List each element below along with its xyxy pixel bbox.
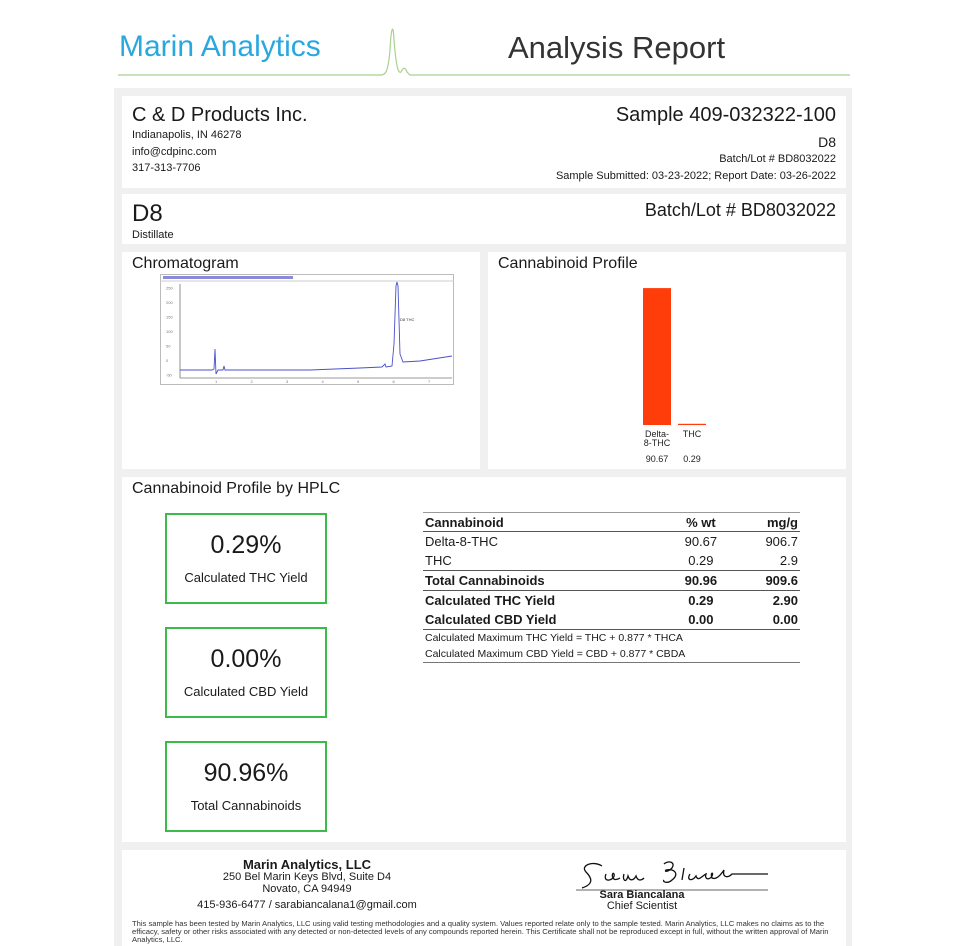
product-name: D8 — [132, 200, 163, 227]
cell-pct-wt: 90.67 — [684, 534, 718, 549]
footer-contact: 415-936-6477 / sarabiancalana1@gmail.com — [197, 899, 417, 911]
yield-mg-g: 0.00 — [772, 612, 798, 627]
thc-formula: Calculated Maximum THC Yield = THC + 0.877 * THCA — [423, 630, 800, 647]
yield-mg-g: 2.90 — [734, 591, 800, 611]
chromatogram-y-tick: 200 — [166, 300, 173, 305]
report-title: Analysis Report — [508, 30, 726, 65]
col-header-cannabinoid: Cannabinoid — [423, 513, 668, 532]
total-cannabinoids-box — [165, 741, 327, 832]
footer-company: Marin Analytics, LLC — [242, 857, 372, 872]
formula-row — [423, 646, 800, 663]
bar-category-label: 8-THC — [643, 438, 671, 448]
chromatogram-y-tick: -50 — [166, 372, 172, 378]
total-cannabinoids-label: Total Cannabinoids — [190, 798, 302, 813]
signature-image — [572, 854, 772, 894]
table-row — [423, 532, 800, 552]
total-pct-wt: 90.96 — [668, 571, 734, 591]
bar-value-label: 90.67 — [645, 454, 669, 464]
signer-name: Sara Biancalana — [599, 889, 685, 901]
client-sample-panel — [122, 96, 846, 188]
product-panel — [122, 194, 846, 244]
sample-batch: Batch/Lot # BD8032022 — [719, 153, 836, 165]
product-type: Distillate — [132, 229, 174, 241]
formula-row — [423, 630, 800, 647]
thc-yield-box — [165, 513, 327, 604]
bar-value-label: 0.29 — [683, 454, 701, 464]
sample-name: D8 — [818, 134, 836, 150]
sample-title: Sample 409-032322-100 — [615, 104, 836, 126]
cell-name: THC — [425, 553, 452, 568]
yield-label: Calculated THC Yield — [423, 591, 668, 611]
chromatogram-peak-label: D8 THC — [400, 317, 415, 322]
product-batch: Batch/Lot # BD8032022 — [644, 200, 836, 220]
brand-name: Marin Analytics — [119, 30, 321, 63]
total-label: Total Cannabinoids — [423, 571, 668, 591]
table-header-row — [423, 513, 800, 532]
footer-address-line2: Novato, CA 94949 — [262, 883, 352, 895]
yield-pct-wt: 0.29 — [668, 591, 734, 611]
footer-panel — [122, 850, 846, 946]
footer-disclaimer: This sample has been tested by Marin Analytics, LLC using valid testing methodologies and a quality system. Values reported relate only to the sample tested. Marin Analytics, LLC makes no claims as to the efficacy, safety or other risks associated with any detected or non-detected levels of any compounds reported herein. This Certificate shall not be reproduced except in full, without the written approval of Marin Analytics, LLC. — [132, 919, 829, 944]
chromatogram-x-tick: 4 — [321, 379, 324, 384]
cbd-formula: Calculated Maximum CBD Yield = CBD + 0.877 * CBDA — [423, 646, 800, 663]
client-phone: 317-313-7706 — [132, 162, 201, 174]
chromatogram-y-tick: 150 — [166, 314, 173, 320]
header-peak-rule — [118, 10, 858, 80]
chromatogram-x-tick: 7 — [428, 379, 431, 384]
col-header-pct-wt: % wt — [668, 513, 734, 532]
chromatogram-y-tick: 50 — [166, 343, 171, 349]
cbd-yield-value: 0.00% — [210, 645, 282, 673]
footer-address-line1: 250 Bel Marin Keys Blvd, Suite D4 — [222, 871, 392, 883]
total-cannabinoids-value: 90.96% — [203, 759, 289, 787]
chromatogram-y-tick: 0 — [166, 358, 169, 363]
hplc-title: Cannabinoid Profile by HPLC — [132, 480, 341, 497]
chromatogram-plot — [160, 274, 454, 386]
chromatogram-x-tick: 6 — [392, 379, 395, 384]
table-row — [423, 551, 800, 571]
cell-name: Delta-8-THC — [425, 534, 498, 549]
chromatogram-x-tick: 5 — [357, 379, 360, 384]
client-address: Indianapolis, IN 46278 — [132, 129, 242, 141]
cbd-yield-box — [165, 627, 327, 718]
chromatogram-panel — [122, 252, 480, 469]
sample-dates: Sample Submitted: 03-23-2022; Report Date: 03-26-2022 — [555, 170, 836, 182]
yield-pct-wt: 0.00 — [688, 612, 714, 627]
col-header-mg-g: mg/g — [734, 513, 800, 532]
bar-thc — [678, 424, 706, 425]
chromatogram-title: Chromatogram — [132, 255, 239, 272]
bar-category-label: Delta- — [644, 429, 670, 439]
total-row — [423, 571, 800, 591]
cell-mg-g: 906.7 — [765, 534, 798, 549]
cbd-yield-label: Calculated CBD Yield — [183, 684, 309, 699]
profile-chart-title: Cannabinoid Profile — [498, 255, 638, 272]
chromatogram-y-tick: 250 — [166, 285, 173, 291]
bar-delta-8-thc — [643, 288, 671, 425]
client-email: info@cdpinc.com — [132, 146, 217, 158]
profile-bar-chart — [488, 252, 846, 469]
yield-label: Calculated CBD Yield — [425, 612, 557, 627]
thc-yield-label: Calculated THC Yield — [184, 570, 308, 585]
thc-yield-row — [423, 591, 800, 611]
signer-title: Chief Scientist — [606, 900, 678, 912]
hplc-results-table — [423, 512, 800, 663]
profile-chart-panel — [488, 252, 846, 469]
cbd-yield-row — [423, 610, 800, 630]
thc-yield-value: 0.29% — [210, 531, 282, 559]
bar-category-label: THC — [682, 429, 702, 439]
chromatogram-y-tick: 100 — [166, 329, 173, 334]
total-mg-g: 909.6 — [734, 571, 800, 591]
chromatogram-x-tick: 3 — [286, 379, 289, 384]
chromatogram-x-tick: 1 — [215, 379, 218, 384]
client-name: C & D Products Inc. — [132, 104, 308, 126]
chromatogram-x-tick: 2 — [250, 379, 253, 384]
cell-pct-wt: 0.29 — [688, 553, 714, 568]
cell-mg-g: 2.9 — [779, 553, 798, 568]
